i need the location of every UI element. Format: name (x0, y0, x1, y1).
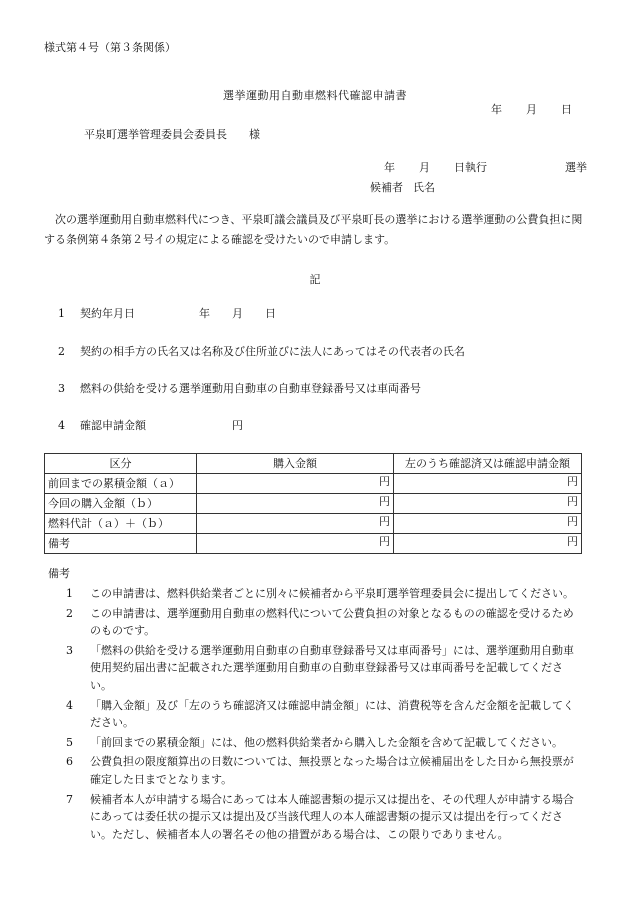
note-text: この申請書は、選挙運動用自動車の燃料代について公費負担の対象となるものの確認を受けるためのものです。 (90, 606, 574, 638)
election-suffix: 選挙 (565, 161, 587, 174)
contract-year: 年 (199, 307, 210, 320)
note-text: 「前回までの累積金額」には、他の燃料供給業者から購入した金額を含めて記載してください。 (90, 735, 563, 749)
row-label: 前回までの累積金額（ａ） (45, 474, 197, 494)
note-text: 公費負担の限度額算出の日数については、無投票となった場合は立候補届出をした日から無投票が確定した日までとなります。 (90, 755, 574, 786)
body-text: 次の選挙運動用自動車燃料代につき、平泉町議会議員及び平泉町長の選挙における選挙運動の公費負担に関する条例第４条第２号イの規定による確認を受けたいので申請します。 (44, 213, 583, 246)
confirmed-amount-cell[interactable]: 円 (394, 494, 582, 514)
addressee (84, 127, 260, 143)
addressee-honorific: 様 (249, 128, 260, 141)
confirmed-amount-cell[interactable]: 円 (394, 474, 582, 494)
item-requested-amount (58, 418, 243, 434)
note-item (66, 585, 584, 603)
election-year: 年 (384, 161, 395, 174)
item-label: 確認申請金額 (80, 419, 146, 432)
purchase-amount-cell[interactable]: 円 (197, 514, 394, 534)
item-label: 契約の相手方の氏名又は名称及び住所並びに法人にあってはその代表者の氏名 (80, 345, 465, 358)
note-number: 1 (66, 587, 73, 600)
note-text: 「燃料の供給を受ける選挙運動用自動車の自動車登録番号又は車両番号」には、選挙運動用自動車使用契約届出書に記載された選挙運動用自動車の自動車登録番号又は車両番号を記載してください。 (90, 643, 574, 692)
notes-list (66, 585, 584, 845)
note-item (66, 605, 584, 640)
confirmed-amount-cell[interactable]: 円 (394, 534, 582, 554)
note-number: 2 (66, 606, 73, 620)
row-label: 今回の購入金額（ｂ） (45, 494, 197, 514)
amounts-table (44, 453, 582, 554)
election-month: 月 (419, 161, 430, 174)
contract-day: 日 (265, 307, 276, 320)
header-confirmed-amount: 左のうち確認済又は確認申請金額 (394, 454, 582, 474)
item-number: 2 (58, 345, 65, 358)
item-number: 1 (58, 307, 65, 320)
note-item (66, 697, 584, 732)
table-row (45, 474, 582, 494)
note-text: 候補者本人が申請する場合にあっては本人確認書類の提示又は提出を、その代理人が申請する場合にあっては委任状の提示又は提出及び当該代理人の本人確認書類の提示又は提出を行ってください。ただし、候補者本人の署名その他の措置がある場合は、この限りでありません。 (90, 792, 574, 841)
notes-heading: 備考 (48, 567, 70, 580)
amount-unit: 円 (232, 419, 243, 432)
note-number: 3 (66, 643, 73, 657)
note-number: 4 (66, 698, 73, 712)
row-label: 備考 (45, 534, 197, 554)
table-header-row (45, 454, 582, 474)
addressee-name: 平泉町選挙管理委員会委員長 (84, 128, 227, 141)
purchase-amount-cell[interactable]: 円 (197, 474, 394, 494)
confirmed-amount-cell[interactable]: 円 (394, 514, 582, 534)
header-category: 区分 (45, 454, 197, 474)
item-contract-date (58, 306, 276, 322)
note-item (66, 734, 584, 752)
table-row (45, 494, 582, 514)
name-label: 氏名 (413, 181, 435, 194)
ki-heading: 記 (309, 273, 321, 286)
table-row (45, 534, 582, 554)
note-text: 「購入金額」及び「左のうち確認済又は確認申請金額」には、消費税等を含んだ金額を記載してください。 (90, 698, 574, 730)
application-date (467, 102, 572, 118)
date-year: 年 (491, 103, 502, 116)
candidate-info (360, 180, 435, 196)
candidate-label: 候補者 (370, 181, 403, 194)
date-month: 月 (526, 103, 537, 116)
item-label: 燃料の供給を受ける選挙運動用自動車の自動車登録番号又は車両番号 (80, 382, 421, 395)
note-item (66, 753, 584, 788)
header-purchase-amount: 購入金額 (197, 454, 394, 474)
item-label: 契約年月日 (80, 307, 135, 320)
note-text: この申請書は、燃料供給業者ごとに別々に候補者から平泉町選挙管理委員会に提出してください。 (90, 587, 574, 600)
note-number: 7 (66, 792, 73, 806)
item-contract-party (58, 344, 465, 360)
item-vehicle-number (58, 381, 421, 397)
document-title: 選挙運動用自動車燃料代確認申請書 (223, 89, 407, 102)
note-item (66, 791, 584, 844)
election-day: 日執行 (454, 161, 487, 174)
contract-month: 月 (232, 307, 243, 320)
table-row (45, 514, 582, 534)
item-number: 4 (58, 419, 65, 432)
date-day: 日 (561, 103, 572, 116)
note-item (66, 642, 584, 695)
purchase-amount-cell[interactable]: 円 (197, 494, 394, 514)
note-number: 5 (66, 735, 73, 749)
row-label: 燃料代計（ａ）＋（ｂ） (45, 514, 197, 534)
purchase-amount-cell[interactable]: 円 (197, 534, 394, 554)
election-info (384, 160, 587, 176)
item-number: 3 (58, 382, 65, 395)
form-number: 様式第４号（第３条関係） (44, 41, 176, 54)
note-number: 6 (66, 755, 73, 769)
